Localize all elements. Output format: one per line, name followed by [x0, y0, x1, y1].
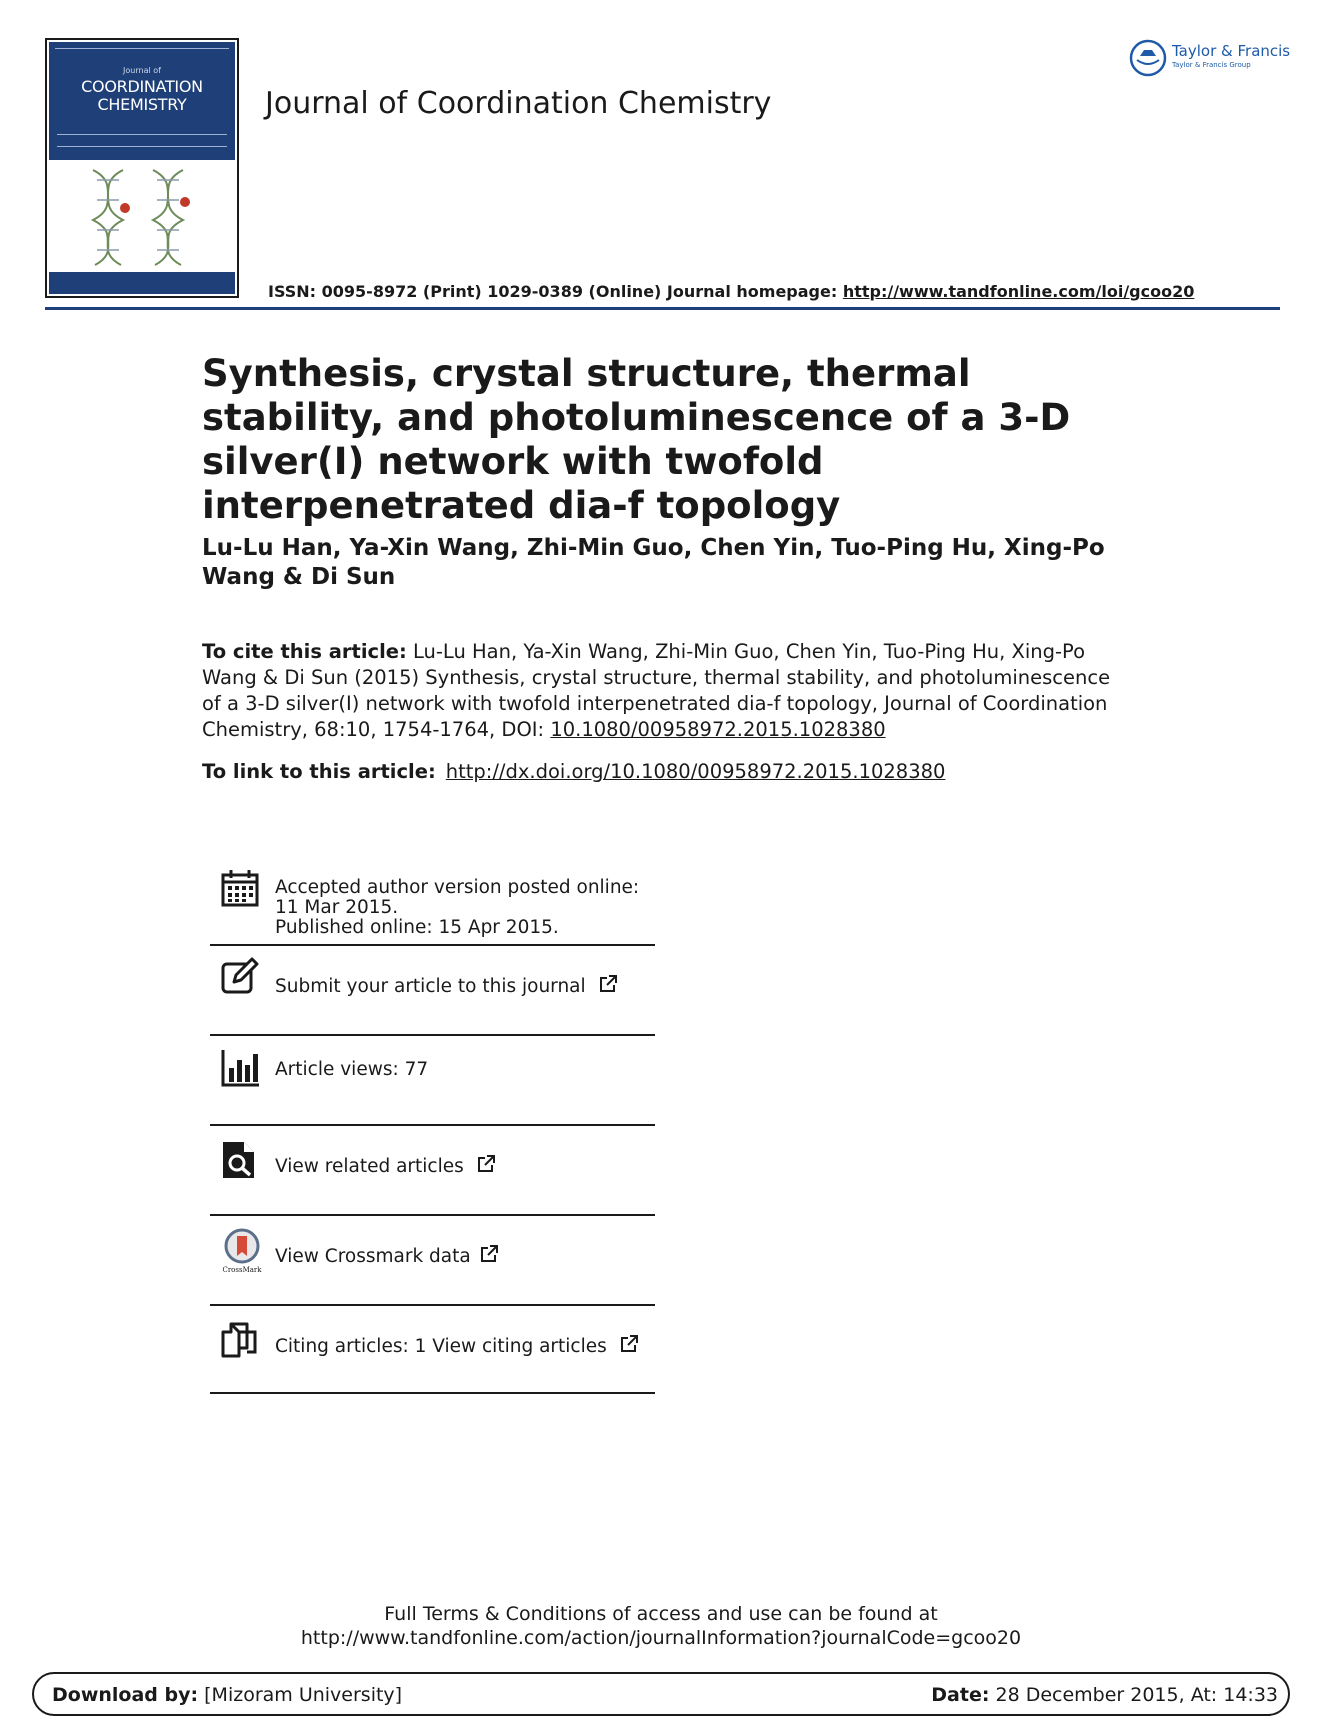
cover-molecule-art: [83, 160, 203, 270]
bar-chart-icon: [220, 1048, 260, 1088]
issn-text: ISSN: 0095-8972 (Print) 1029-0389 (Online) Journal homepage:: [268, 282, 843, 301]
download-date: [931, 1684, 1278, 1706]
terms-and-conditions: [0, 1602, 1322, 1650]
crossmark-icon: [220, 1228, 264, 1274]
cover-name-line2: CHEMISTRY: [97, 95, 187, 114]
article-views-text: Article views: 77: [275, 1059, 429, 1080]
download-by-value: [Mizoram University]: [198, 1684, 403, 1706]
publication-dates-row: [210, 868, 655, 946]
copy-documents-icon: [220, 1318, 260, 1358]
related-articles-link[interactable]: [275, 1154, 496, 1177]
publisher-group: Taylor & Francis Group: [1172, 61, 1251, 69]
header-divider: [45, 307, 1280, 310]
related-articles-label: View related articles: [275, 1156, 464, 1177]
cover-fine-print: [55, 48, 229, 53]
cover-name-line1: COORDINATION: [81, 77, 203, 96]
article-doi-url-link[interactable]: http://dx.doi.org/10.1080/00958972.2015.1028380: [445, 760, 946, 783]
publisher-name: Taylor & Francis: [1172, 42, 1291, 60]
published-date: Published online: 15 Apr 2015.: [275, 917, 559, 938]
citation-block: [202, 639, 1132, 743]
citing-articles-link[interactable]: [275, 1334, 639, 1357]
terms-line-1: Full Terms & Conditions of access and use can be found at: [384, 1603, 938, 1625]
cite-label: To cite this article:: [202, 640, 407, 663]
download-by: [52, 1684, 402, 1706]
link-label: To link to this article:: [202, 760, 436, 783]
crossmark-row[interactable]: [210, 1214, 655, 1306]
submit-article-link[interactable]: [275, 974, 618, 997]
accepted-date: Accepted author version posted online: 11 Mar 2015.: [275, 877, 640, 918]
submit-article-label: Submit your article to this journal: [275, 976, 586, 997]
external-link-icon: [479, 1244, 499, 1264]
journal-homepage-link[interactable]: http://www.tandfonline.com/loi/gcoo20: [842, 282, 1195, 301]
calendar-icon: [220, 868, 260, 908]
document-search-icon: [220, 1140, 260, 1180]
download-by-label: Download by:: [52, 1684, 199, 1706]
journal-title: Journal of Coordination Chemistry: [265, 86, 772, 121]
cover-journal-of: Journal of: [123, 66, 161, 75]
cover-band: [49, 42, 235, 160]
journal-cover-image: [45, 38, 239, 298]
article-views-row: [210, 1034, 655, 1126]
download-date-label: Date:: [931, 1684, 990, 1706]
doi-link[interactable]: 10.1080/00958972.2015.1028380: [550, 718, 886, 741]
related-articles-row[interactable]: [210, 1124, 655, 1216]
external-link-icon: [598, 974, 618, 994]
article-link-line: [202, 760, 945, 783]
crossmark-label: View Crossmark data: [275, 1246, 471, 1267]
submit-article-row[interactable]: [210, 944, 655, 1036]
dates-text: [275, 878, 650, 938]
cite-text: Lu-Lu Han, Ya-Xin Wang, Zhi-Min Guo, Chen Yin, Tuo-Ping Hu, Xing-Po Wang & Di Sun (2015) Synthesis, crystal structure, thermal stability, and photoluminescence of a 3-D silver(I) network with twofold interpenetrated dia-f topology, Journal of Coordination Chemistry, 68:10, 1754-1764, DOI:: [202, 640, 1111, 741]
crossmark-link[interactable]: [275, 1244, 499, 1267]
citing-articles-label: Citing articles: 1 View citing articles: [275, 1336, 607, 1357]
crossmark-icon-label: CrossMark: [222, 1266, 262, 1274]
external-link-icon: [619, 1334, 639, 1354]
article-title: Synthesis, crystal structure, thermal stability, and photoluminescence of a 3-D silver(I) network with twofold interpenetrated dia-f topology: [202, 352, 1071, 527]
download-date-value: 28 December 2015, At: 14:33: [989, 1684, 1278, 1706]
edit-icon: [220, 956, 260, 996]
cover-footer-band: [49, 272, 235, 294]
external-link-icon: [476, 1154, 496, 1174]
article-authors: Lu-Lu Han, Ya-Xin Wang, Zhi-Min Guo, Chen Yin, Tuo-Ping Hu, Xing-Po Wang & Di Sun: [202, 535, 1105, 590]
cover-rule: [57, 146, 227, 147]
issn-line: [268, 282, 1194, 301]
cover-journal-name: [49, 78, 235, 114]
citing-articles-row[interactable]: [210, 1304, 655, 1394]
cover-rule: [57, 134, 227, 135]
terms-url[interactable]: http://www.tandfonline.com/action/journalInformation?journalCode=gcoo20: [300, 1627, 1022, 1649]
